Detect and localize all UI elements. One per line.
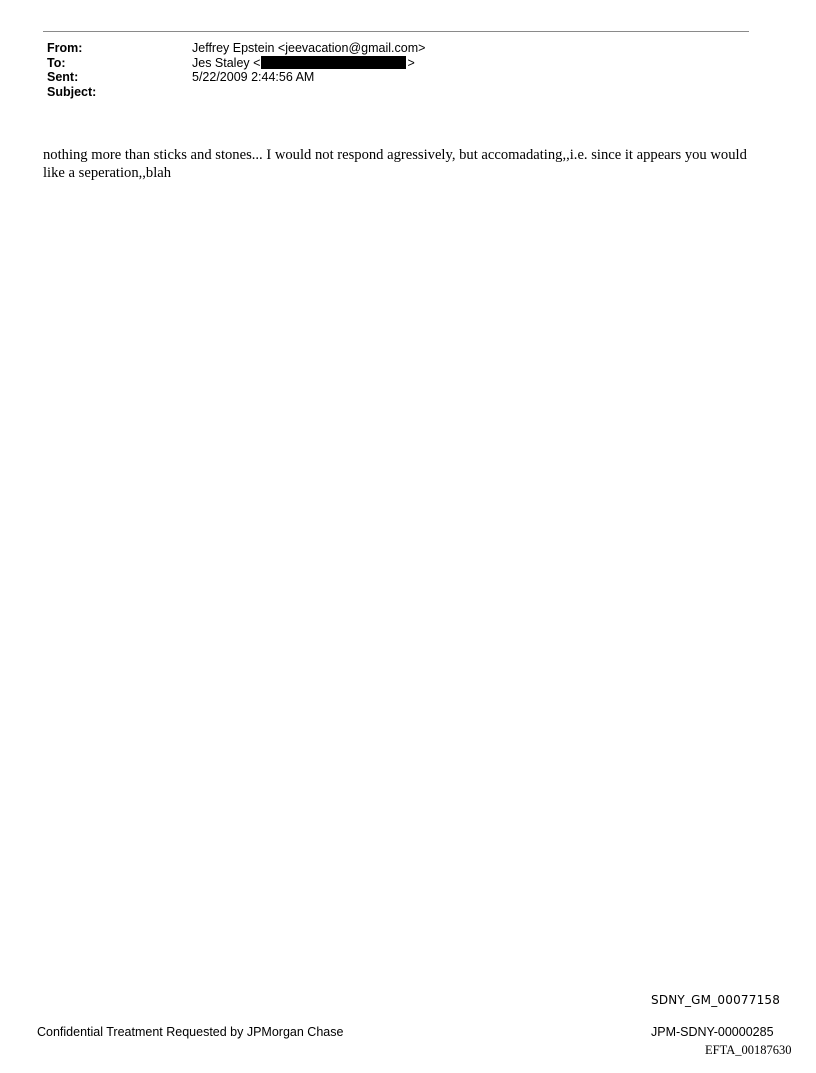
email-body: nothing more than sticks and stones... I would not respond agressively, but accomadating,,i.e. since it appears you would like a seperation,,blah xyxy=(43,147,747,181)
sent-label: Sent: xyxy=(47,70,79,84)
from-row xyxy=(47,41,747,56)
sent-value: 5/22/2009 2:44:56 AM xyxy=(192,70,315,84)
to-value xyxy=(192,56,415,71)
redaction-block xyxy=(261,56,406,69)
from-label: From: xyxy=(47,41,83,55)
sent-row xyxy=(47,70,747,85)
to-row xyxy=(47,56,747,71)
bates-number-jpm: JPM-SDNY-00000285 xyxy=(651,1025,774,1039)
bates-number-sdny: SDNY_GM_00077158 xyxy=(651,993,781,1007)
subject-row xyxy=(47,85,747,100)
subject-label: Subject: xyxy=(47,84,97,99)
from-value: Jeffrey Epstein <jeevacation@gmail.com> xyxy=(192,41,426,55)
header-divider xyxy=(43,31,749,32)
email-header xyxy=(47,41,747,99)
bates-number-efta: EFTA_00187630 xyxy=(705,1043,792,1057)
to-prefix: Jes Staley < xyxy=(192,55,261,70)
confidential-notice: Confidential Treatment Requested by JPMorgan Chase xyxy=(37,1025,344,1039)
to-label: To: xyxy=(47,55,66,70)
to-suffix: > xyxy=(407,55,415,70)
